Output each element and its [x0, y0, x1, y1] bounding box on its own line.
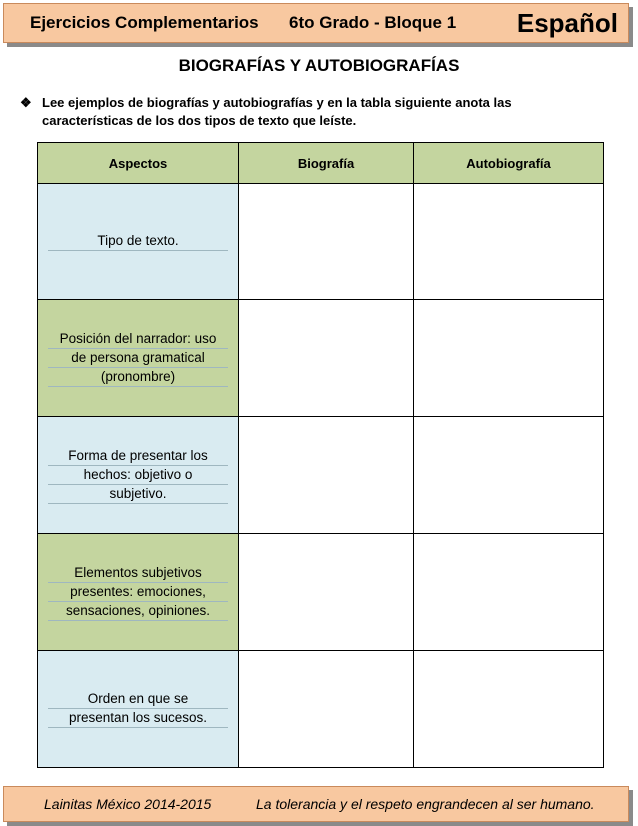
comparison-table — [37, 142, 604, 768]
aspect-cell — [38, 534, 239, 651]
aspect-label — [44, 564, 232, 621]
footer-bar — [3, 786, 629, 822]
aspect-label-line: Elementos subjetivos — [48, 564, 228, 583]
header-subject-title: Ejercicios Complementarios — [30, 13, 259, 32]
aspect-label-line: (pronombre) — [48, 368, 228, 387]
header-bar — [3, 3, 629, 43]
header-biografia: Biografía — [239, 143, 414, 184]
aspect-label — [44, 232, 232, 251]
instruction-line-2: características de los dos tipos de texto que leíste. — [42, 113, 357, 128]
aspect-label — [44, 330, 232, 387]
answer-cell-biografia[interactable] — [239, 651, 414, 768]
instruction-line-1: Lee ejemplos de biografías y autobiografías y en la tabla siguiente anota las — [42, 95, 512, 110]
aspect-label-line: presentan los sucesos. — [48, 709, 228, 728]
answer-cell-biografia[interactable] — [239, 417, 414, 534]
header-autobiografia: Autobiografía — [414, 143, 604, 184]
answer-cell-biografia[interactable] — [239, 184, 414, 300]
header-aspectos: Aspectos — [38, 143, 239, 184]
footer-author: Lainitas México 2014-2015 — [44, 796, 212, 812]
header-grade-block: 6to Grado - Bloque 1 — [289, 13, 457, 32]
aspect-cell — [38, 651, 239, 768]
instructions — [20, 94, 582, 130]
aspect-label — [44, 447, 232, 504]
answer-cell-autobiografia[interactable] — [414, 417, 604, 534]
aspect-label — [44, 690, 232, 728]
aspect-label-line: subjetivo. — [48, 485, 228, 504]
aspect-cell — [38, 184, 239, 300]
diamond-bullet-icon: ❖ — [20, 95, 32, 110]
answer-cell-autobiografia[interactable] — [414, 534, 604, 651]
table-row — [38, 300, 604, 417]
aspect-label-line: presentes: emociones, — [48, 583, 228, 602]
aspect-label-line: Posición del narrador: uso — [48, 330, 228, 349]
aspect-label-line: Tipo de texto. — [48, 232, 228, 251]
aspect-label-line: hechos: objetivo o — [48, 466, 228, 485]
page-title: BIOGRAFÍAS Y AUTOBIOGRAFÍAS — [178, 56, 460, 75]
header-subject: Español — [516, 8, 618, 38]
table-row — [38, 534, 604, 651]
answer-cell-autobiografia[interactable] — [414, 300, 604, 417]
footer-motto: La tolerancia y el respeto engrandecen al ser humano. — [256, 796, 595, 812]
aspect-cell — [38, 300, 239, 417]
answer-cell-biografia[interactable] — [239, 300, 414, 417]
answer-cell-autobiografia[interactable] — [414, 184, 604, 300]
answer-cell-biografia[interactable] — [239, 534, 414, 651]
aspect-label-line: de persona gramatical — [48, 349, 228, 368]
aspect-label-line: Forma de presentar los — [48, 447, 228, 466]
aspect-label-line: sensaciones, opiniones. — [48, 602, 228, 621]
table-row — [38, 651, 604, 768]
table-row — [38, 184, 604, 300]
answer-cell-autobiografia[interactable] — [414, 651, 604, 768]
aspect-cell — [38, 417, 239, 534]
aspect-label-line: Orden en que se — [48, 690, 228, 709]
table-header-row — [38, 143, 604, 184]
table-row — [38, 417, 604, 534]
